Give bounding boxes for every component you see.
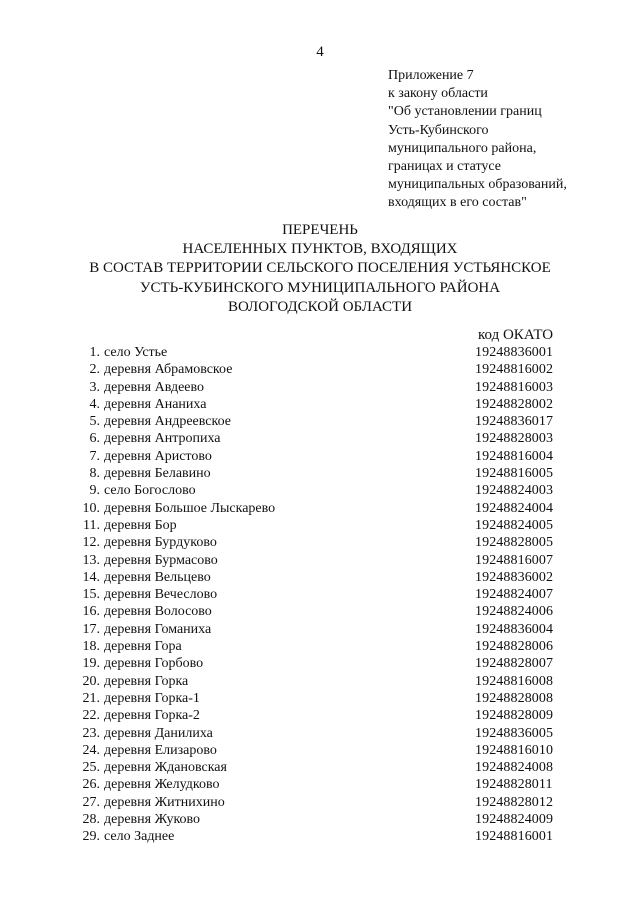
settlement-name: деревня Горка-1 xyxy=(104,690,200,706)
list-item xyxy=(0,569,640,586)
settlement-name: деревня Аристово xyxy=(104,448,212,464)
settlement-name: деревня Горбово xyxy=(104,656,204,672)
settlement-list xyxy=(0,344,640,846)
item-number: 20. xyxy=(82,673,100,689)
document-title xyxy=(0,221,640,317)
settlement-name: село Богослово xyxy=(104,483,196,499)
appendix-line: Приложение 7 xyxy=(388,68,474,83)
okato-code-header: код ОКАТО xyxy=(478,327,554,343)
title-line: ПЕРЕЧЕНЬ xyxy=(282,222,358,238)
settlement-name: деревня Антропиха xyxy=(104,431,221,447)
settlement-name: деревня Вечеслово xyxy=(104,587,218,603)
list-item xyxy=(0,742,640,759)
okato-code: 19248836001 xyxy=(475,345,554,360)
settlement-name: деревня Бурмасово xyxy=(104,552,218,568)
appendix-line: муниципального района, xyxy=(388,140,537,156)
settlement-name: деревня Данилиха xyxy=(104,725,213,741)
title-line: ВОЛОГОДСКОЙ ОБЛАСТИ xyxy=(227,298,413,315)
list-item xyxy=(0,413,640,430)
title-line: В СОСТАВ ТЕРРИТОРИИ СЕЛЬСКОГО ПОСЕЛЕНИЯ УСТЬЯНСКОЕ xyxy=(89,260,551,277)
okato-code: 19248816003 xyxy=(475,379,554,395)
list-item xyxy=(0,379,640,396)
appendix-line: Усть-Кубинского xyxy=(388,122,489,138)
settlement-name: деревня Гоманиха xyxy=(104,621,212,637)
item-number: 17. xyxy=(82,621,100,637)
item-number: 9. xyxy=(89,483,100,499)
settlement-name: село Заднее xyxy=(104,829,175,845)
item-number: 14. xyxy=(82,569,100,585)
okato-code: 19248828008 xyxy=(475,690,554,706)
settlement-name: деревня Гора xyxy=(104,639,182,655)
list-item xyxy=(0,603,640,620)
item-number: 15. xyxy=(82,587,100,603)
settlement-name: деревня Волосово xyxy=(104,604,212,620)
okato-code: 19248828009 xyxy=(475,708,554,724)
title-line: УСТЬ-КУБИНСКОГО МУНИЦИПАЛЬНОГО РАЙОНА xyxy=(139,279,501,296)
item-number: 26. xyxy=(82,777,100,793)
settlement-name: деревня Бор xyxy=(104,517,177,533)
list-item xyxy=(0,638,640,655)
appendix-line: муниципальных образований, xyxy=(388,177,567,193)
okato-code: 19248816002 xyxy=(475,362,554,378)
item-number: 24. xyxy=(82,742,100,758)
settlement-name: деревня Вельцево xyxy=(104,569,211,585)
item-number: 25. xyxy=(82,760,100,776)
title-line: НАСЕЛЕННЫХ ПУНКТОВ, ВХОДЯЩИХ xyxy=(182,241,458,258)
settlement-name: деревня Ананиха xyxy=(104,396,207,412)
appendix-line: к закону области xyxy=(388,86,488,102)
settlement-name: деревня Горка xyxy=(104,673,189,689)
appendix-line: входящих в его состав" xyxy=(388,195,527,211)
list-item xyxy=(0,655,640,672)
okato-code: 19248824008 xyxy=(475,760,554,776)
settlement-name: деревня Елизарово xyxy=(104,742,217,758)
list-item xyxy=(0,690,640,707)
okato-code: 19248836004 xyxy=(475,621,554,637)
item-number: 12. xyxy=(82,535,100,551)
list-item xyxy=(0,430,640,447)
okato-code: 19248824003 xyxy=(475,483,554,499)
item-number: 4. xyxy=(89,396,100,412)
item-number: 2. xyxy=(89,362,100,378)
okato-code: 19248816007 xyxy=(475,552,554,568)
settlement-name: деревня Большое Лыскарево xyxy=(104,500,276,516)
okato-code: 19248816008 xyxy=(475,673,554,689)
item-number: 5. xyxy=(89,414,100,430)
list-item xyxy=(0,621,640,638)
okato-code: 19248828005 xyxy=(475,535,554,551)
okato-code: 19248816004 xyxy=(475,448,554,464)
list-item xyxy=(0,811,640,828)
okato-code: 19248836002 xyxy=(475,569,554,585)
settlement-name: деревня Белавино xyxy=(104,466,211,482)
list-item xyxy=(0,534,640,551)
settlement-name: деревня Жуково xyxy=(104,812,201,828)
okato-code: 19248816010 xyxy=(475,742,554,758)
item-number: 28. xyxy=(82,812,100,828)
item-number: 16. xyxy=(82,604,100,620)
okato-code: 19248828002 xyxy=(475,396,554,412)
item-number: 22. xyxy=(82,708,100,724)
list-item xyxy=(0,465,640,482)
list-item xyxy=(0,361,640,378)
list-item xyxy=(0,500,640,517)
item-number: 3. xyxy=(89,379,100,395)
item-number: 8. xyxy=(89,466,100,482)
item-number: 21. xyxy=(82,690,100,706)
okato-code: 19248828006 xyxy=(475,639,554,655)
list-item xyxy=(0,759,640,776)
item-number: 27. xyxy=(82,794,100,810)
settlement-name: село Устье xyxy=(104,345,168,360)
okato-code: 19248816001 xyxy=(475,829,554,845)
list-item xyxy=(0,586,640,603)
okato-code: 19248824009 xyxy=(475,812,554,828)
okato-code: 19248824004 xyxy=(475,500,554,516)
settlement-name: деревня Андреевское xyxy=(104,414,231,430)
item-number: 7. xyxy=(89,448,100,464)
list-item xyxy=(0,396,640,413)
list-item xyxy=(0,725,640,742)
okato-code: 19248828012 xyxy=(475,794,554,810)
item-number: 13. xyxy=(82,552,100,568)
list-item xyxy=(0,794,640,811)
settlement-name: деревня Абрамовское xyxy=(104,362,233,378)
appendix-header xyxy=(388,67,628,213)
okato-code: 19248836005 xyxy=(475,725,554,741)
list-item xyxy=(0,776,640,793)
page-number: 4 xyxy=(316,44,324,60)
list-item xyxy=(0,344,640,361)
list-item xyxy=(0,673,640,690)
list-item xyxy=(0,552,640,569)
item-number: 6. xyxy=(89,431,100,447)
appendix-line: границах и статусе xyxy=(388,159,502,175)
item-number: 19. xyxy=(82,656,100,672)
list-item xyxy=(0,707,640,724)
okato-code: 19248824007 xyxy=(475,587,554,603)
item-number: 1. xyxy=(89,345,100,360)
item-number: 29. xyxy=(82,829,100,845)
settlement-name: деревня Житнихино xyxy=(104,794,225,810)
list-item xyxy=(0,448,640,465)
settlement-name: деревня Горка-2 xyxy=(104,708,200,724)
settlement-name: деревня Бурдуково xyxy=(104,535,217,551)
appendix-line: "Об установлении границ xyxy=(388,104,542,120)
list-item xyxy=(0,517,640,534)
okato-code: 19248816005 xyxy=(475,466,554,482)
list-item xyxy=(0,482,640,499)
item-number: 23. xyxy=(82,725,100,741)
okato-code: 19248828011 xyxy=(475,777,553,793)
item-number: 18. xyxy=(82,639,100,655)
item-number: 10. xyxy=(82,500,100,516)
settlement-name: деревня Желудково xyxy=(104,777,220,793)
settlement-name: деревня Ждановская xyxy=(104,760,227,776)
okato-code: 19248836017 xyxy=(475,414,554,430)
okato-code: 19248824006 xyxy=(475,604,554,620)
okato-code: 19248828007 xyxy=(475,656,554,672)
okato-code: 19248824005 xyxy=(475,517,554,533)
settlement-name: деревня Авдеево xyxy=(104,379,205,395)
item-number: 11. xyxy=(83,517,100,533)
list-item xyxy=(0,828,640,845)
okato-code: 19248828003 xyxy=(475,431,554,447)
